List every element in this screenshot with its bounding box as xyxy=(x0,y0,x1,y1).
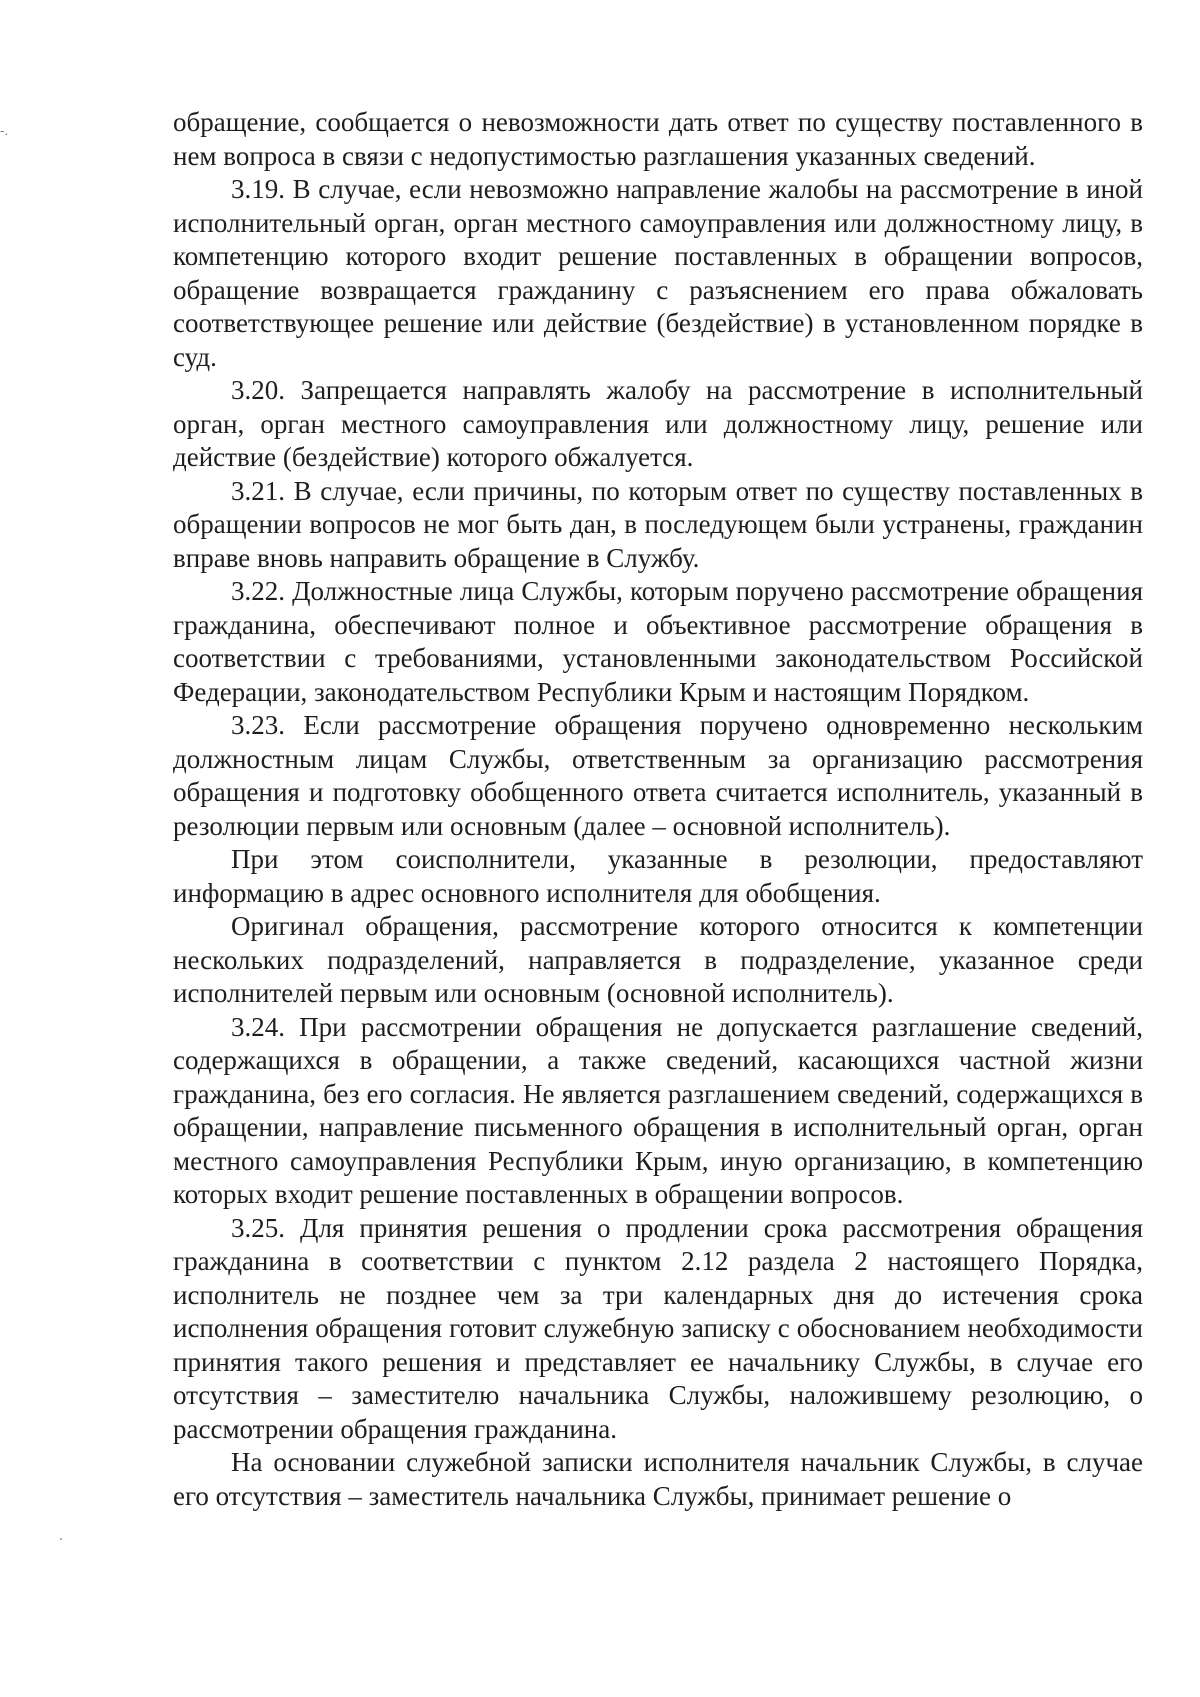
scan-speck xyxy=(60,1538,62,1540)
paragraph-continuation: обращение, сообщается о невозможности дать ответ по существу поставленного в нем вопроса в связи с недопустимостью разглашения указанных сведений. xyxy=(173,107,1143,171)
paragraph-3-22: 3.22. Должностные лица Службы, которым поручено рассмотрение обращения гражданина, обеспечивают полное и объективное рассмотрение обращения в соответствии с требованиями, установленными законодательством Российской Федерации, законодательством Республики Крым и настоящим Порядком. xyxy=(173,576,1143,707)
paragraph-3-23-original: Оригинал обращения, рассмотрение которого относится к компетенции нескольких подразделений, направляется в подразделение, указанное среди исполнителей первым или основным (основной исполнитель). xyxy=(173,911,1143,1008)
paragraph-3-19: 3.19. В случае, если невозможно направление жалобы на рассмотрение в иной исполнительный орган, орган местного самоуправления или должностному лицу, в компетенцию которого входит решение поставленных в обращении вопросов, обращение возвращается гражданину с разъяснением его права обжаловать соответствующее решение или действие (бездействие) в установленном порядке в суд. xyxy=(173,174,1143,372)
paragraph-3-25: 3.25. Для принятия решения о продлении срока рассмотрения обращения гражданина в соответствии с пунктом 2.12 раздела 2 настоящего Порядка, исполнитель не позднее чем за три календарных дня до истечения срока исполнения обращения готовит служебную записку с обоснованием необходимости принятия такого решения и представляет ее начальнику Службы, в случае его отсутствия – заместителю начальника Службы, наложившему резолюцию, о рассмотрении обращения гражданина. xyxy=(173,1212,1143,1444)
paragraph-3-21: 3.21. В случае, если причины, по которым ответ по существу поставленных в обращении вопросов не мог быть дан, в последующем были устранены, гражданин вправе вновь направить обращение в Службу. xyxy=(173,475,1143,573)
paragraph-3-20: 3.20. Запрещается направлять жалобу на рассмотрение в исполнительный орган, орган местного самоуправления или должностному лицу, решение или действие (бездействие) которого обжалуется. xyxy=(173,375,1143,472)
paragraph-3-23: 3.23. Если рассмотрение обращения поручено одновременно нескольким должностным лицам Службы, ответственным за организацию рассмотрения обращения и подготовку обобщенного ответа считается исполнитель, указанный в резолюции первым или основным (далее – основной исполнитель). xyxy=(173,710,1143,841)
paragraph-3-24: 3.24. При рассмотрении обращения не допускается разглашение сведений, содержащихся в обращении, а также сведений, касающихся частной жизни гражданина, без его согласия. Не является разглашением сведений, содержащихся в обращении, направление письменного обращения в исполнительный орган, орган местного самоуправления Республики Крым, иную организацию, в компетенцию которых входит решение поставленных в обращении вопросов. xyxy=(173,1011,1143,1209)
margin-mark: -. xyxy=(0,124,9,138)
paragraph-3-23-coexecutors: При этом соисполнители, указанные в резолюции, предоставляют информацию в адрес основного исполнителя для обобщения. xyxy=(173,844,1143,908)
paragraph-3-25-decision: На основании служебной записки исполнителя начальник Службы, в случае его отсутствия – заместитель начальника Службы, принимает решение о xyxy=(173,1447,1143,1511)
document-body xyxy=(173,106,1143,1513)
